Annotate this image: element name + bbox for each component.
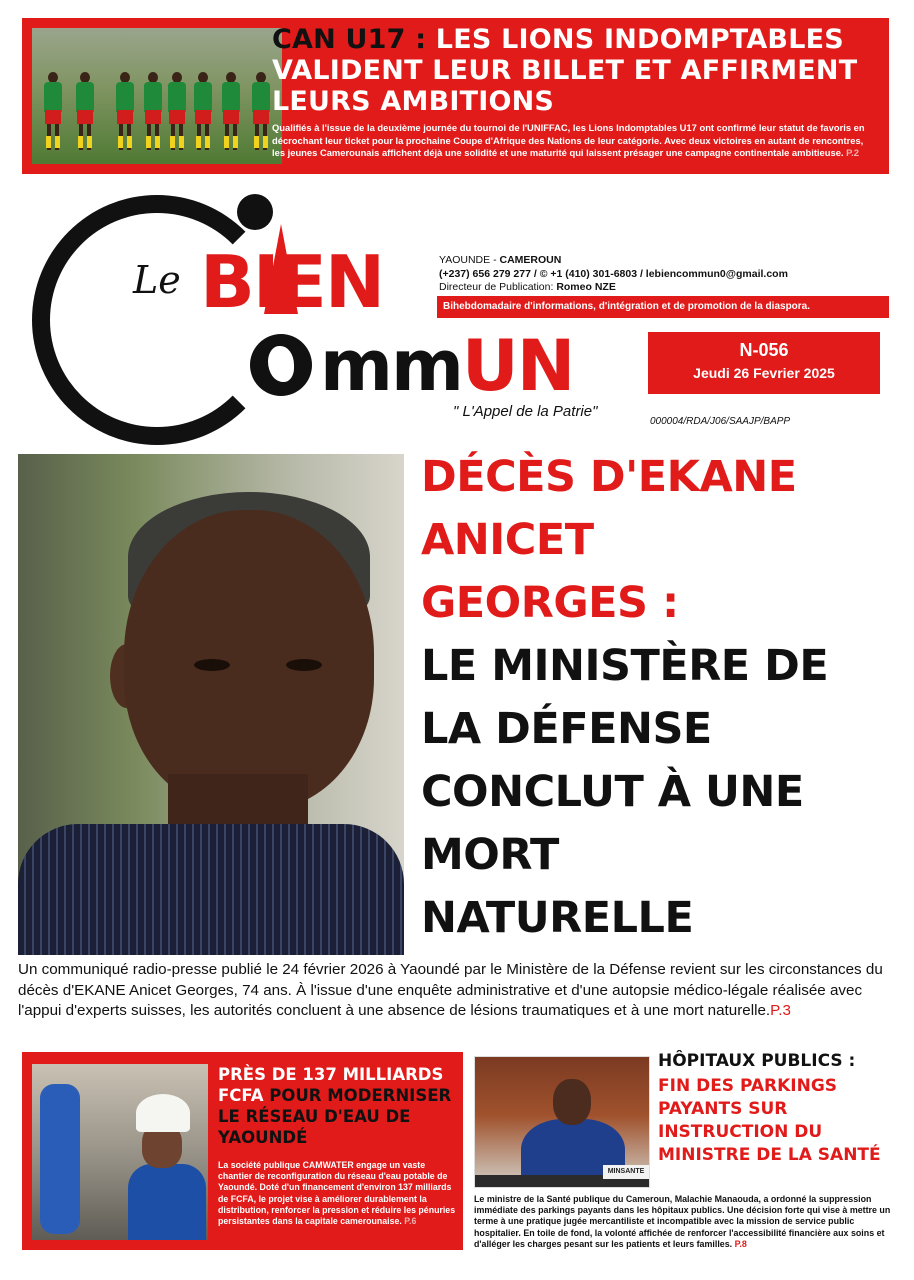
location-line xyxy=(439,254,788,268)
headline-black-line: CONCLUT À UNE xyxy=(421,767,804,817)
country: CAMEROUN xyxy=(499,254,562,266)
logo-comm-text: mm xyxy=(320,325,462,407)
issue-number: N-056 xyxy=(739,340,789,360)
nameplate: MINSANTE xyxy=(603,1165,649,1179)
top-story-headline[interactable] xyxy=(272,24,872,117)
hospital-story-page-ref[interactable]: P.8 xyxy=(734,1238,747,1249)
top-story-headline-lead: CAN U17 : xyxy=(272,24,427,55)
player-figure xyxy=(222,72,240,150)
player-figure xyxy=(168,72,186,150)
hospital-story-text xyxy=(474,1194,892,1250)
player-figure xyxy=(144,72,162,150)
main-headline[interactable] xyxy=(421,446,901,950)
tagline-bar: Bihebdomadaire d'informations, d'intégration et de promotion de la diaspora. xyxy=(437,296,889,318)
main-story-page-ref[interactable]: P.3 xyxy=(770,1002,791,1019)
registration-code: 000004/RDA/J06/SAAJP/BAPP xyxy=(650,416,791,427)
hospital-story-kicker: HÔPITAUX PUBLICS : xyxy=(658,1051,856,1071)
logo-un-text: UN xyxy=(461,325,574,407)
logo-bien-text: BIEN xyxy=(200,240,384,324)
logo-commun-text xyxy=(262,325,574,407)
top-story-summary-text: Qualifiés à l'issue de la deuxième journée du tournoi de l'UNIFFAC, les Lions Indomptables U17 ont confirmé leur statut de favoris en décrochant leur ticket pour la prochaine Coupe d'Afrique des Nations de leur catégorie. Avec deux victoires en autant de rencontres, les jeunes Camerounais affichent déjà une solidité et une maturité qui laissent présager une campagne continentale ambitieuse. xyxy=(272,122,865,158)
director-line xyxy=(439,281,788,295)
main-story-lede-text: Un communiqué radio-presse publié le 24 février 2026 à Yaoundé par le Ministère de la Défense revient sur les circonstances du décès d'EKANE Anicet Georges, 74 ans. À l'issue d'une enquête administrative et d'une autopsie médico-légale réalisée avec l'appui d'experts suisses, les autorités concluent à une absence de lésions traumatiques et à une mort naturelle. xyxy=(18,961,883,1019)
top-story-page-ref[interactable]: P.2 xyxy=(846,147,859,158)
portrait-striped-shirt xyxy=(18,824,404,955)
top-story-headline-rest: LES LIONS INDOMPTABLES VALIDENT LEUR BILLET ET AFFIRMENT LEURS AMBITIONS xyxy=(272,24,858,117)
water-story-body: La société publique CAMWATER engage un vaste chantier de reconfiguration du réseau d'eau potable de Yaoundé. Doté d'un financement d'environ 137 milliards de FCFA, le projet vise à améliorer durablement la distribution, renforcer la pression et réduire les pénuries persistantes dans la capitale camerounaise. xyxy=(218,1160,456,1227)
worker-figure xyxy=(128,1164,206,1240)
headline-red-line: ANICET xyxy=(421,515,594,565)
logo-le-text: Le xyxy=(133,258,181,302)
worker-figure xyxy=(40,1084,80,1234)
headline-black-line: LA DÉFENSE xyxy=(421,704,712,754)
main-story-lede xyxy=(18,960,896,1022)
player-figure xyxy=(194,72,212,150)
headline-black-line: LE MINISTÈRE DE xyxy=(421,641,829,691)
water-story-headline[interactable] xyxy=(218,1064,458,1148)
water-workers-photo xyxy=(32,1064,208,1240)
issue-date: Jeudi 26 Fevrier 2025 xyxy=(693,365,835,381)
main-story-portrait[interactable] xyxy=(18,454,404,955)
issue-box xyxy=(648,332,880,394)
player-figure xyxy=(76,72,94,150)
player-figure xyxy=(252,72,270,150)
hard-hat-icon xyxy=(136,1094,190,1132)
portrait-eye xyxy=(194,659,230,671)
minister-face xyxy=(553,1079,591,1125)
headline-red-line: GEORGES : xyxy=(421,578,679,628)
top-story-banner[interactable] xyxy=(22,18,889,174)
hospital-story-body: Le ministre de la Santé publique du Cameroun, Malachie Manaouda, a ordonné la suppression immédiate des parkings payants dans les hôpitaux publics. Une décision forte qui vise à mettre un terme à une pratique jugée mercantiliste et incompatible avec la mission de service public hospitalier. En toile de fond, la volonté affichée de renforcer l'accessibilité financière aux soins et d'alléger les charges pesant sur les patients et leurs familles. xyxy=(474,1194,891,1249)
top-story-summary xyxy=(272,122,872,160)
football-team-photo xyxy=(32,28,282,164)
masthead-info xyxy=(439,254,788,295)
health-minister-photo[interactable] xyxy=(474,1056,650,1188)
director-name: Romeo NZE xyxy=(556,281,616,293)
city: YAOUNDE - xyxy=(439,254,500,266)
water-story-box[interactable] xyxy=(22,1052,463,1250)
headline-red-line: DÉCÈS D'EKANE xyxy=(421,452,797,502)
water-headline-dark: POUR MODERNISER LE RÉSEAU D'EAU DE YAOUNDÉ xyxy=(218,1086,452,1147)
hospital-story-headline[interactable]: FIN DES PARKINGS PAYANTS SUR INSTRUCTION DU MINISTRE DE LA SANTÉ xyxy=(658,1076,881,1165)
portrait-face xyxy=(124,510,374,810)
director-label: Directeur de Publication: xyxy=(439,281,557,293)
headline-black-line: MORT xyxy=(421,830,559,880)
portrait-eye xyxy=(286,659,322,671)
water-story-page-ref[interactable]: P.6 xyxy=(404,1216,417,1227)
player-figure xyxy=(116,72,134,150)
water-headline-white: PRÈS DE 137 MILLIARDS FCFA xyxy=(218,1065,444,1105)
player-figure xyxy=(44,72,62,150)
slogan: " L'Appel de la Patrie" xyxy=(453,403,598,420)
contact-line[interactable]: (+237) 656 279 277 / © +1 (410) 301-6803 / lebiencommun0@gmail.com xyxy=(439,267,788,280)
headline-black-line: NATURELLE xyxy=(421,893,694,943)
water-story-text xyxy=(218,1160,456,1227)
logo-tower-icon xyxy=(264,224,298,314)
